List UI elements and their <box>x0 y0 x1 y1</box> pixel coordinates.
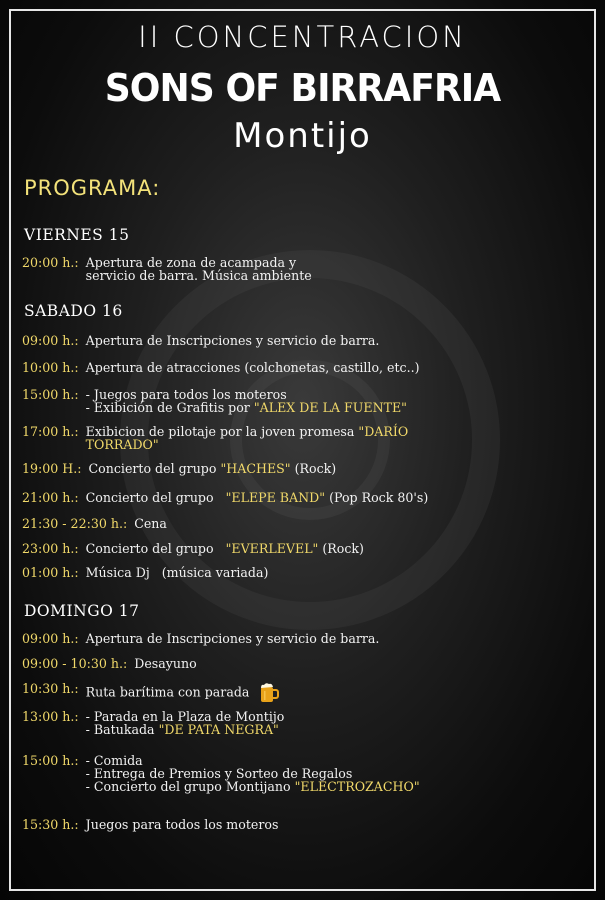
event-time: 21:00 h.: <box>22 490 79 505</box>
event-line: Concierto del grupo <box>85 541 214 556</box>
event-description <box>86 425 409 451</box>
event-description: Apertura de Inscripciones y servicio de barra. <box>85 333 380 348</box>
event-line: Concierto del grupo <box>88 461 217 476</box>
event-time: 09:00 h.: <box>22 333 79 348</box>
event-genre: (Rock) <box>294 461 337 476</box>
schedule-row <box>22 425 581 451</box>
event-time: 09:00 - 10:30 h.: <box>22 656 128 671</box>
schedule-row <box>22 682 581 704</box>
event-genre: (Rock) <box>322 541 364 556</box>
event-time: 21:30 - 22:30 h.: <box>22 516 128 531</box>
schedule-row <box>22 462 581 475</box>
event-time: 17:00 h.: <box>22 424 79 439</box>
event-highlight: "DE PATA NEGRA" <box>158 722 279 737</box>
event-genre: (Pop Rock 80's) <box>329 490 429 505</box>
event-description: Juegos para todos los moteros <box>85 817 279 832</box>
event-line: - Batukada <box>85 722 155 737</box>
event-highlight: "ALEX DE LA FUENTE" <box>253 400 407 415</box>
event-description <box>86 682 280 704</box>
event-description <box>86 542 364 555</box>
event-time: 15:30 h.: <box>22 817 79 832</box>
schedule-row <box>22 818 581 831</box>
event-description: Apertura de atracciones (colchonetas, castillo, etc..) <box>85 360 420 375</box>
schedule-row <box>22 657 581 670</box>
event-time: 13:00 h.: <box>22 709 79 724</box>
event-name-title: SONS OF BIRRAFRIA <box>104 66 501 110</box>
event-time: 01:00 h.: <box>22 565 79 580</box>
event-time: 10:30 h.: <box>22 681 79 696</box>
event-time: 15:00 h.: <box>22 753 79 768</box>
schedule-row <box>22 710 581 736</box>
event-line: Ruta barítima con parada <box>85 684 250 700</box>
event-description <box>86 710 285 736</box>
event-highlight: "ELECTROZACHO" <box>294 779 420 794</box>
event-highlight: "ELEPE BAND" <box>225 490 326 505</box>
event-time: 19:00 H.: <box>22 461 82 476</box>
event-description: Desayuno <box>134 656 197 671</box>
schedule-row <box>22 542 581 555</box>
event-line: - Comida <box>85 753 143 768</box>
event-description: Cena <box>134 516 167 531</box>
schedule-row <box>22 754 581 793</box>
schedule-row <box>22 388 581 414</box>
event-line: Exibicion de pilotaje por la joven promesa <box>85 424 355 439</box>
schedule-row <box>22 491 581 504</box>
schedule-row <box>22 256 581 282</box>
event-line: - Exibición de Grafitis por <box>85 400 250 415</box>
event-line: - Concierto del grupo Montijano <box>85 779 291 794</box>
beer-mug-icon <box>259 682 279 704</box>
event-highlight: "HACHES" <box>220 461 291 476</box>
schedule-row <box>22 517 581 530</box>
event-highlight: TORRADO" <box>85 437 159 452</box>
event-line: servicio de barra. Música ambiente <box>85 268 312 283</box>
day-heading-viernes: VIERNES 15 <box>24 226 130 244</box>
event-time: 09:00 h.: <box>22 631 79 646</box>
event-description <box>86 754 420 793</box>
event-description <box>86 491 429 504</box>
schedule-row <box>22 334 581 347</box>
event-description <box>86 388 407 414</box>
event-description: Apertura de Inscripciones y servicio de barra. <box>85 631 380 646</box>
event-description <box>89 462 337 475</box>
schedule-row <box>22 566 581 579</box>
day-heading-domingo: DOMINGO 17 <box>24 602 140 620</box>
event-line: - Entrega de Premios y Sorteo de Regalos <box>85 766 353 781</box>
day-heading-sabado: SABADO 16 <box>24 302 123 320</box>
event-line: - Parada en la Plaza de Montijo <box>85 709 285 724</box>
event-time: 20:00 h.: <box>22 255 79 270</box>
event-description <box>86 256 312 282</box>
programa-heading: PROGRAMA: <box>24 176 161 200</box>
event-time: 10:00 h.: <box>22 360 79 375</box>
event-time: 15:00 h.: <box>22 387 79 402</box>
schedule-row <box>22 361 581 374</box>
schedule-row <box>22 632 581 645</box>
event-edition-title: II CONCENTRACION <box>138 20 467 54</box>
event-description: Música Dj (música variada) <box>85 565 269 580</box>
event-line: - Juegos para todos los moteros <box>85 387 287 402</box>
event-location-title: Montijo <box>233 116 372 156</box>
event-line: Concierto del grupo <box>85 490 214 505</box>
event-highlight: "EVERLEVEL" <box>225 541 319 556</box>
event-time: 23:00 h.: <box>22 541 79 556</box>
event-highlight: "DARÍO <box>358 424 409 439</box>
event-line: Apertura de zona de acampada y <box>85 255 297 270</box>
